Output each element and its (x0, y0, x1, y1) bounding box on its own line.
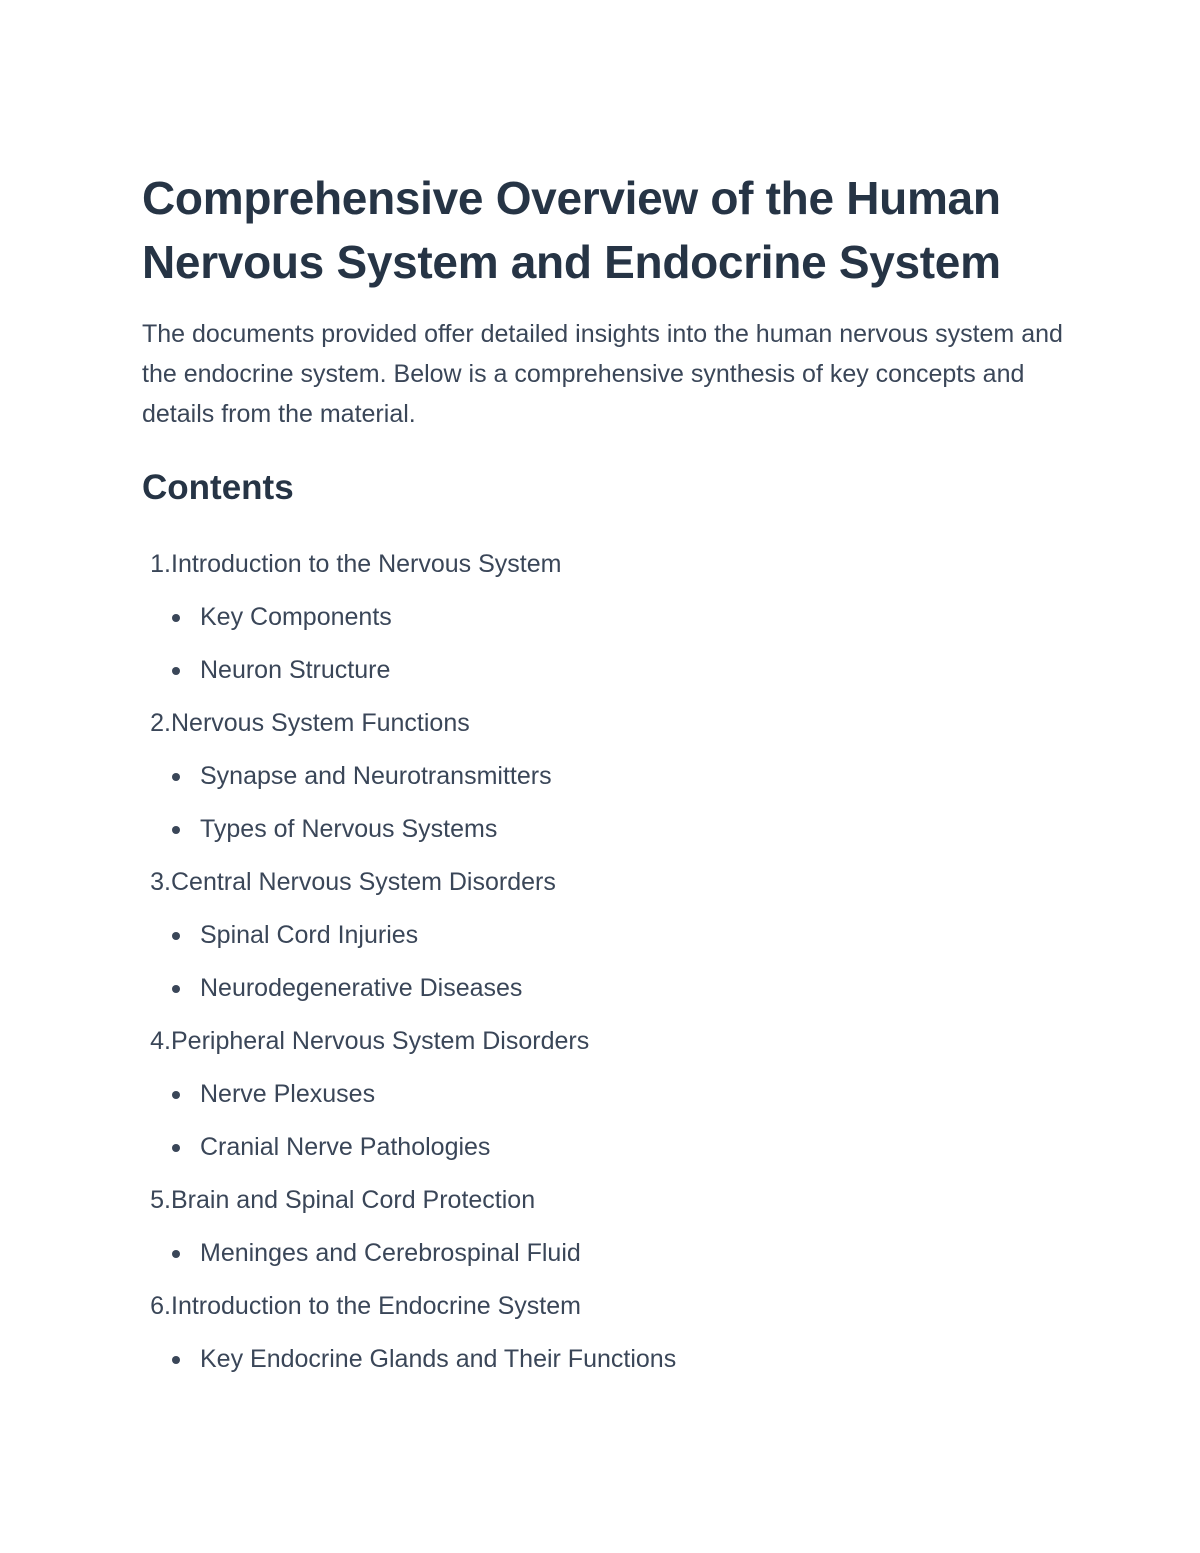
toc-item (142, 1015, 1072, 1174)
bullet-icon (172, 773, 180, 781)
toc-subitem (142, 750, 1072, 803)
toc-subitem (142, 803, 1072, 856)
toc-number: 3. (150, 868, 171, 896)
bullet-icon (172, 826, 180, 834)
document-title: Comprehensive Overview of the Human Nervous System and Endocrine System (142, 172, 1001, 288)
toc-item (142, 1174, 1072, 1280)
toc-sublist (142, 1333, 1072, 1386)
toc-subitem (142, 1068, 1072, 1121)
toc-sublink-synapse-neurotransmitters[interactable]: Synapse and Neurotransmitters (200, 762, 552, 790)
toc-sublink-key-endocrine-glands[interactable]: Key Endocrine Glands and Their Functions (200, 1345, 677, 1373)
toc-sublink-nerve-plexuses[interactable]: Nerve Plexuses (200, 1080, 376, 1108)
toc-number: 2. (150, 709, 171, 737)
toc-number: 5. (150, 1186, 171, 1214)
toc-item (142, 856, 1072, 1015)
toc-sublink-neuron-structure[interactable]: Neuron Structure (200, 656, 391, 684)
table-of-contents (142, 538, 1072, 1386)
toc-subitem (142, 1333, 1072, 1386)
toc-sublist (142, 750, 1072, 856)
toc-link-brain-spinal-protection[interactable]: Brain and Spinal Cord Protection (171, 1186, 536, 1214)
contents-heading: Contents (142, 468, 294, 507)
toc-link-introduction-nervous-system[interactable]: Introduction to the Nervous System (171, 550, 562, 578)
toc-sublist (142, 1227, 1072, 1280)
toc-number: 4. (150, 1027, 171, 1055)
intro-paragraph: The documents provided offer detailed insights into the human nervous system and the endocrine system. Below is a comprehensive synthesis of key concepts and details from the material. (142, 320, 1063, 428)
toc-subitem (142, 591, 1072, 644)
bullet-icon (172, 1250, 180, 1258)
toc-subitem (142, 1121, 1072, 1174)
toc-sublink-cranial-nerve-pathologies[interactable]: Cranial Nerve Pathologies (200, 1133, 491, 1161)
toc-link-introduction-endocrine-system[interactable]: Introduction to the Endocrine System (171, 1292, 581, 1320)
toc-number: 1. (150, 550, 171, 578)
bullet-icon (172, 1091, 180, 1099)
toc-sublist (142, 591, 1072, 697)
toc-sublist (142, 909, 1072, 1015)
toc-subitem (142, 909, 1072, 962)
bullet-icon (172, 932, 180, 940)
toc-subitem (142, 1227, 1072, 1280)
toc-link-cns-disorders[interactable]: Central Nervous System Disorders (171, 868, 556, 896)
toc-sublink-neurodegenerative-diseases[interactable]: Neurodegenerative Diseases (200, 974, 523, 1002)
toc-subitem (142, 644, 1072, 697)
toc-sublist (142, 1068, 1072, 1174)
toc-link-pns-disorders[interactable]: Peripheral Nervous System Disorders (171, 1027, 590, 1055)
bullet-icon (172, 1144, 180, 1152)
toc-subitem (142, 962, 1072, 1015)
toc-number: 6. (150, 1292, 171, 1320)
toc-link-nervous-system-functions[interactable]: Nervous System Functions (171, 709, 470, 737)
toc-sublink-key-components[interactable]: Key Components (200, 603, 392, 631)
bullet-icon (172, 985, 180, 993)
toc-sublink-spinal-cord-injuries[interactable]: Spinal Cord Injuries (200, 921, 419, 949)
bullet-icon (172, 614, 180, 622)
toc-item (142, 538, 1072, 697)
toc-item (142, 1280, 1072, 1386)
document-page (142, 166, 1072, 1386)
toc-sublink-types-of-nervous-systems[interactable]: Types of Nervous Systems (200, 815, 498, 843)
bullet-icon (172, 1356, 180, 1364)
bullet-icon (172, 667, 180, 675)
toc-sublink-meninges-csf[interactable]: Meninges and Cerebrospinal Fluid (200, 1239, 581, 1267)
toc-item (142, 697, 1072, 856)
